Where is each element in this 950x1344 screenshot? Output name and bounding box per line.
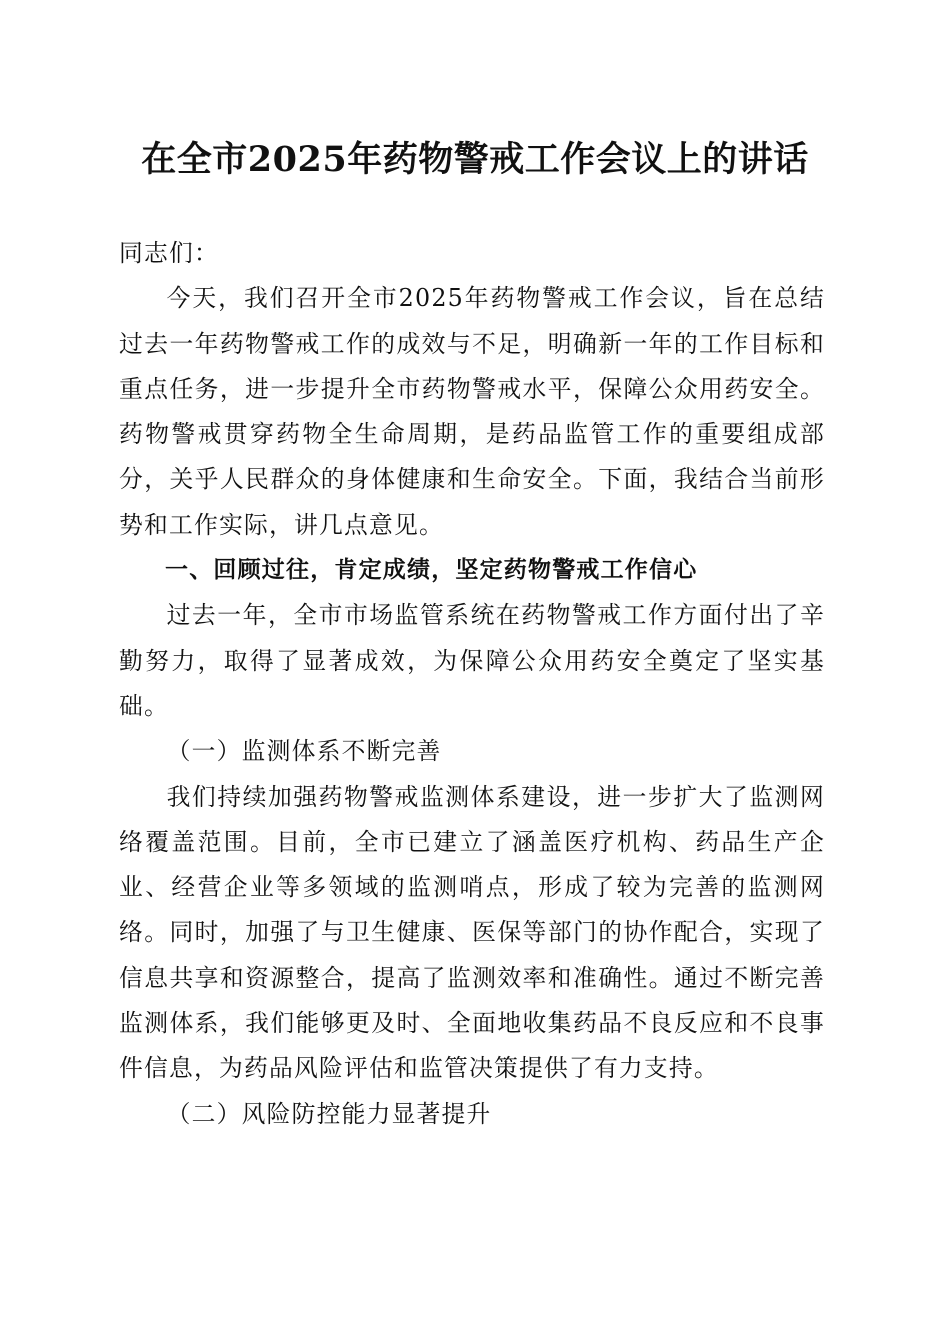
intro-paragraph: 今天，我们召开全市2025年药物警戒工作会议，旨在总结过去一年药物警戒工作的成效与不足，明确新一年的工作目标和重点任务，进一步提升全市药物警戒水平，保障公众用药安全。药物警戒贯穿药物全生命周期，是药品监管工作的重要组成部分，关乎人民群众的身体健康和生命安全。下面，我结合当前形势和工作实际，讲几点意见。 (119, 284, 825, 539)
document-body (119, 231, 825, 1137)
section-1-paragraph: 过去一年，全市市场监管系统在药物警戒工作方面付出了辛勤努力，取得了显著成效，为保障公众用药安全奠定了坚实基础。 (119, 601, 825, 720)
subsection-heading-2: （二）风险防控能力显著提升 (166, 1099, 492, 1128)
subsection-heading-1: （一）监测体系不断完善 (166, 737, 442, 766)
subsection-1-paragraph: 我们持续加强药物警戒监测体系建设，进一步扩大了监测网络覆盖范围。目前，全市已建立了涵盖医疗机构、药品生产企业、经营企业等多领域的监测哨点，形成了较为完善的监测网络。同时，加强了与卫生健康、医保等部门的协作配合，实现了信息共享和资源整合，提高了监测效率和准确性。通过不断完善监测体系，我们能够更及时、全面地收集药品不良反应和不良事件信息，为药品风险评估和监管决策提供了有力支持。 (119, 782, 825, 1083)
page-title: 在全市2025年药物警戒工作会议上的讲话 (141, 139, 809, 180)
section-heading-1: 一、回顾过往，肯定成绩，坚定药物警戒工作信心 (165, 557, 698, 584)
salutation: 同志们： (119, 239, 219, 267)
